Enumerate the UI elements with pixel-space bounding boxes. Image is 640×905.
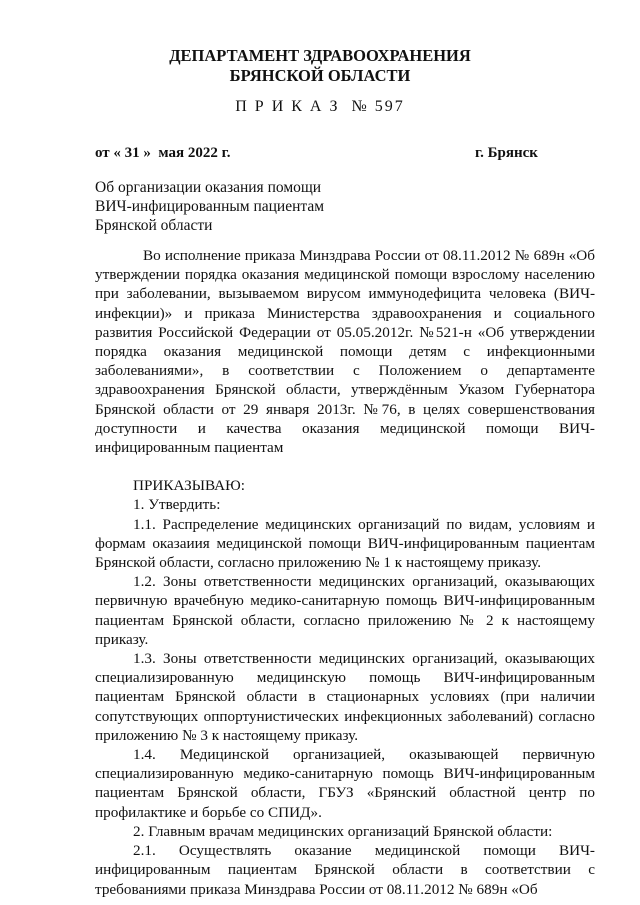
item-1-1: 1.1. Распределение медицинских организаций по видам, условиям и формам оказаиия медицинской помощи ВИЧ-инфицированным пациентам Брянской области, согласно приложению № 1 к настоящему приказу. [95,515,595,572]
prikazyvayu-heading: ПРИКАЗЫВАЮ: [133,477,245,495]
order-city: г. Брянск [475,145,538,161]
order-date: от « 31 » мая 2022 г. [95,145,231,161]
subject-line-1: Об организации оказания помощи [95,179,322,196]
order-subject [95,178,415,235]
header-line-1: ДЕПАРТАМЕНТ ЗДРАВООХРАНЕНИЯ [169,46,471,65]
item-2-1: 2.1. Осуществлять оказание медицинской помощи ВИЧ-инфицированным пациентам Брянской области в соответствии с требованиями приказа Минздрава России от 08.11.2012 № 689н «Об [95,842,595,898]
header-line-2: БРЯНСКОЙ ОБЛАСТИ [229,66,411,85]
item-1: 1. Утвердить: [133,496,221,514]
subject-line-2: ВИЧ-инфицированным пациентам [95,198,325,215]
item-1-4: 1.4. Медицинской организацией, оказывающей первичную специализированную медико-санитарную помощь ВИЧ-инфицированным пациентам Брянской области, ГБУЗ «Брянский областной центр по профилактике и борьбе со СПИД». [95,746,595,821]
preamble-paragraph: Во исполнение приказа Минздрава России от 08.11.2012 № 689н «Об утверждении порядка оказания медицинской помощи взрослому населению при заболевании, вызываемом вирусом иммунодефицита человека (ВИЧ-инфекции)» и приказа Министерства здравоохранения и социального развития Российской Федерации от 05.05.2012г. №521-н «Об утверждении порядка оказания медицинской помощи детям с инфекционными заболеваниями», в соответствии с Положением о департаменте здравоохранения Брянской области, утверждённым Указом Губернатора Брянской области от 29 января 2013г. №76, в целях совершенствования доступности и качества оказания медицинской помощи ВИЧ-инфицированным пациентам [95,247,595,457]
item-1-2: 1.2. Зоны ответственности медицинских организаций, оказывающих первичную врачебную медико-санитарную помощь ВИЧ-инфицированным пациентам Брянской области, согласно приложению № 2 к настоящему приказу. [95,573,595,648]
order-title: П Р И К А З № 597 [235,98,405,115]
item-2: 2. Главным врачам медицинских организаций Брянской области: [133,822,553,840]
department-header [0,46,640,86]
subject-line-3: Брянской области [95,217,213,234]
item-1-3: 1.3. Зоны ответственности медицинских организаций, оказывающих специализированную медицинскую помощь ВИЧ-инфицированным пациентам Брянской области в стационарных условиях (при наличии сопутствующих оппортунистических инфекционных заболеваний) согласно приложению № 3 к настоящему приказу. [95,650,595,744]
order-body [95,246,595,899]
